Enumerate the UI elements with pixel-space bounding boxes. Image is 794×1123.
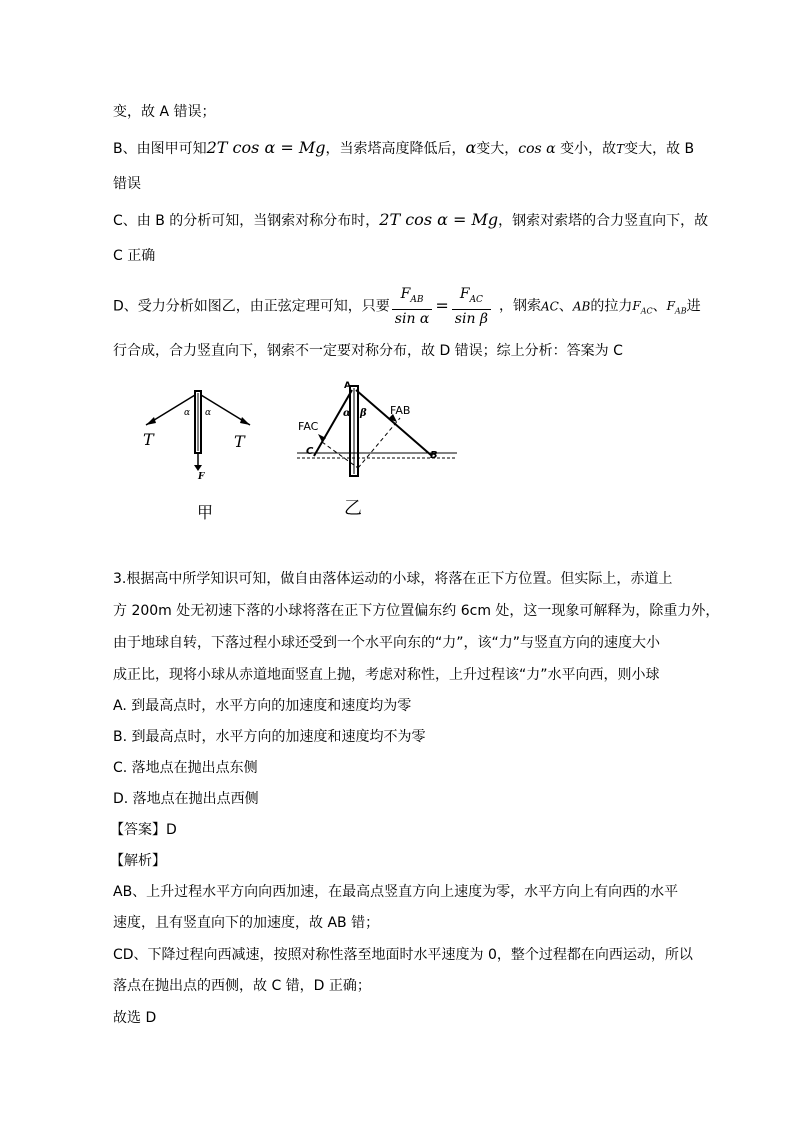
text: 变大，故 B	[624, 141, 695, 157]
formula: 2T cos α = Mg	[379, 210, 499, 229]
label-alpha-right: α	[205, 408, 212, 418]
label-b: B	[430, 450, 438, 461]
label-f: F	[198, 472, 205, 480]
figure-yi	[292, 378, 462, 483]
cable-ab	[356, 390, 432, 456]
denominator: sin α	[394, 310, 430, 327]
text: 错误	[113, 176, 141, 192]
option-b	[113, 727, 426, 747]
text-line	[113, 285, 701, 332]
text: D、受力分析如图乙，由正弦定理可知，只要	[113, 298, 390, 315]
text: CD、下降过程向西减速，按照对称性落至地面时水平速度为 0，整个过程都在向西运动，所以	[113, 947, 693, 963]
analysis-line	[113, 945, 693, 965]
subscript: AB	[410, 294, 424, 305]
text: 由于地球自转，下落过程小球还受到一个水平向东的“力”，该“力”与竖直方向的速度大小	[113, 635, 661, 651]
fraction	[392, 285, 433, 328]
text: 3.根据高中所学知识可知，做自由落体运动的小球，将落在正下方位置。但实际上，赤道上	[113, 571, 673, 587]
numerator: F	[400, 286, 411, 302]
text: 故选 D	[113, 1010, 157, 1026]
subscript: AB	[674, 306, 687, 316]
text: 的拉力	[590, 298, 633, 315]
analysis-line	[113, 882, 678, 902]
text: D. 落地点在抛出点西侧	[113, 791, 259, 807]
dashed-line	[322, 442, 358, 468]
symbol-base: F	[666, 299, 675, 314]
text: AB、上升过程水平方向向西加速，在最高点竖直方向上速度为零，水平方向上有向西的水平	[113, 884, 679, 900]
symbol: α	[465, 138, 477, 157]
text: C、由 B 的分析可知，当钢索对称分布时，	[113, 213, 380, 229]
text: 行合成，合力竖直向下，钢索不一定要对称分布，故 D 错误；综上分析：答案为 C	[113, 343, 623, 359]
answer	[110, 820, 177, 840]
text: 落点在抛出点的西侧，故 C 错，D 正确；	[113, 978, 371, 994]
fraction	[452, 285, 491, 328]
text: 、	[558, 298, 573, 315]
caption-jia: 甲	[197, 503, 214, 522]
numerator: F	[459, 286, 470, 302]
symbol	[632, 299, 653, 316]
text-line	[113, 210, 708, 231]
analysis-line	[113, 1008, 156, 1028]
text: 【解析】	[110, 853, 166, 869]
label-a: A	[344, 381, 351, 391]
symbol: T	[616, 142, 625, 156]
question-line	[113, 569, 672, 589]
dashed-line	[358, 418, 400, 468]
text: 成正比，现将小球从赤道地面竖直上抛，考虑对称性，上升过程该“力”水平向西，则小球	[113, 667, 660, 683]
text-line	[113, 138, 694, 159]
cable-ac	[314, 390, 352, 456]
text: 、	[652, 298, 667, 315]
text: 进	[686, 298, 701, 315]
formula: cos α	[518, 141, 556, 157]
symbol: AC	[541, 299, 559, 314]
caption-yi: 乙	[344, 498, 362, 519]
force-arrowhead	[194, 465, 202, 471]
subscript: AC	[469, 294, 483, 305]
label-alpha: α	[343, 408, 351, 419]
text-line	[113, 341, 623, 361]
symbol	[666, 299, 687, 316]
option-c	[113, 758, 258, 778]
label-fac: FAC	[298, 420, 319, 433]
arrow-left	[146, 417, 156, 425]
label-t-right: T	[234, 432, 245, 451]
option-a	[113, 696, 411, 716]
symbol-base: F	[632, 299, 641, 314]
text: 【答案】D	[110, 822, 177, 838]
equals: =	[435, 296, 449, 316]
denominator: sin β	[454, 310, 489, 327]
formula: 2T cos α = Mg	[206, 138, 326, 157]
text: A. 到最高点时，水平方向的加速度和速度均为零	[113, 698, 412, 714]
text: C. 落地点在抛出点东侧	[113, 760, 258, 776]
question-line	[113, 601, 719, 621]
text-line	[113, 102, 215, 122]
text-line	[113, 246, 155, 266]
option-d	[113, 789, 259, 809]
analysis-line	[113, 976, 371, 996]
text: C 正确	[113, 248, 156, 264]
question-line	[113, 665, 660, 685]
text: 方 200m 处无初速下落的小球将落在正下方位置偏东约 6cm 处，这一现象可解释为，除重力外，	[113, 603, 720, 619]
text: 变大，	[476, 141, 519, 157]
label-beta: β	[360, 408, 367, 419]
text: ，当索塔高度降低后，	[325, 141, 466, 157]
analysis-line	[113, 913, 379, 933]
text: ，钢索	[499, 298, 542, 315]
subscript: AC	[640, 306, 653, 316]
arrow-right	[240, 417, 250, 425]
symbol: AB	[572, 299, 591, 314]
text: 变小，故	[555, 141, 617, 157]
text: B. 到最高点时，水平方向的加速度和速度均不为零	[113, 729, 426, 745]
text-line	[113, 174, 141, 194]
label-alpha-left: α	[184, 408, 191, 418]
arrow-fac	[318, 434, 326, 442]
label-fab: FAB	[390, 404, 411, 417]
text: B、由图甲可知	[113, 141, 207, 157]
figure-jia	[138, 385, 268, 480]
question-line	[113, 633, 660, 653]
text: ，钢索对索塔的合力竖直向下，故	[498, 213, 709, 229]
text: 变，故 A 错误；	[113, 104, 216, 120]
label-c: C	[306, 446, 314, 457]
label-t-left: T	[143, 430, 154, 449]
analysis-title	[110, 851, 166, 871]
text: 速度，且有竖直向下的加速度，故 AB 错；	[113, 915, 380, 931]
